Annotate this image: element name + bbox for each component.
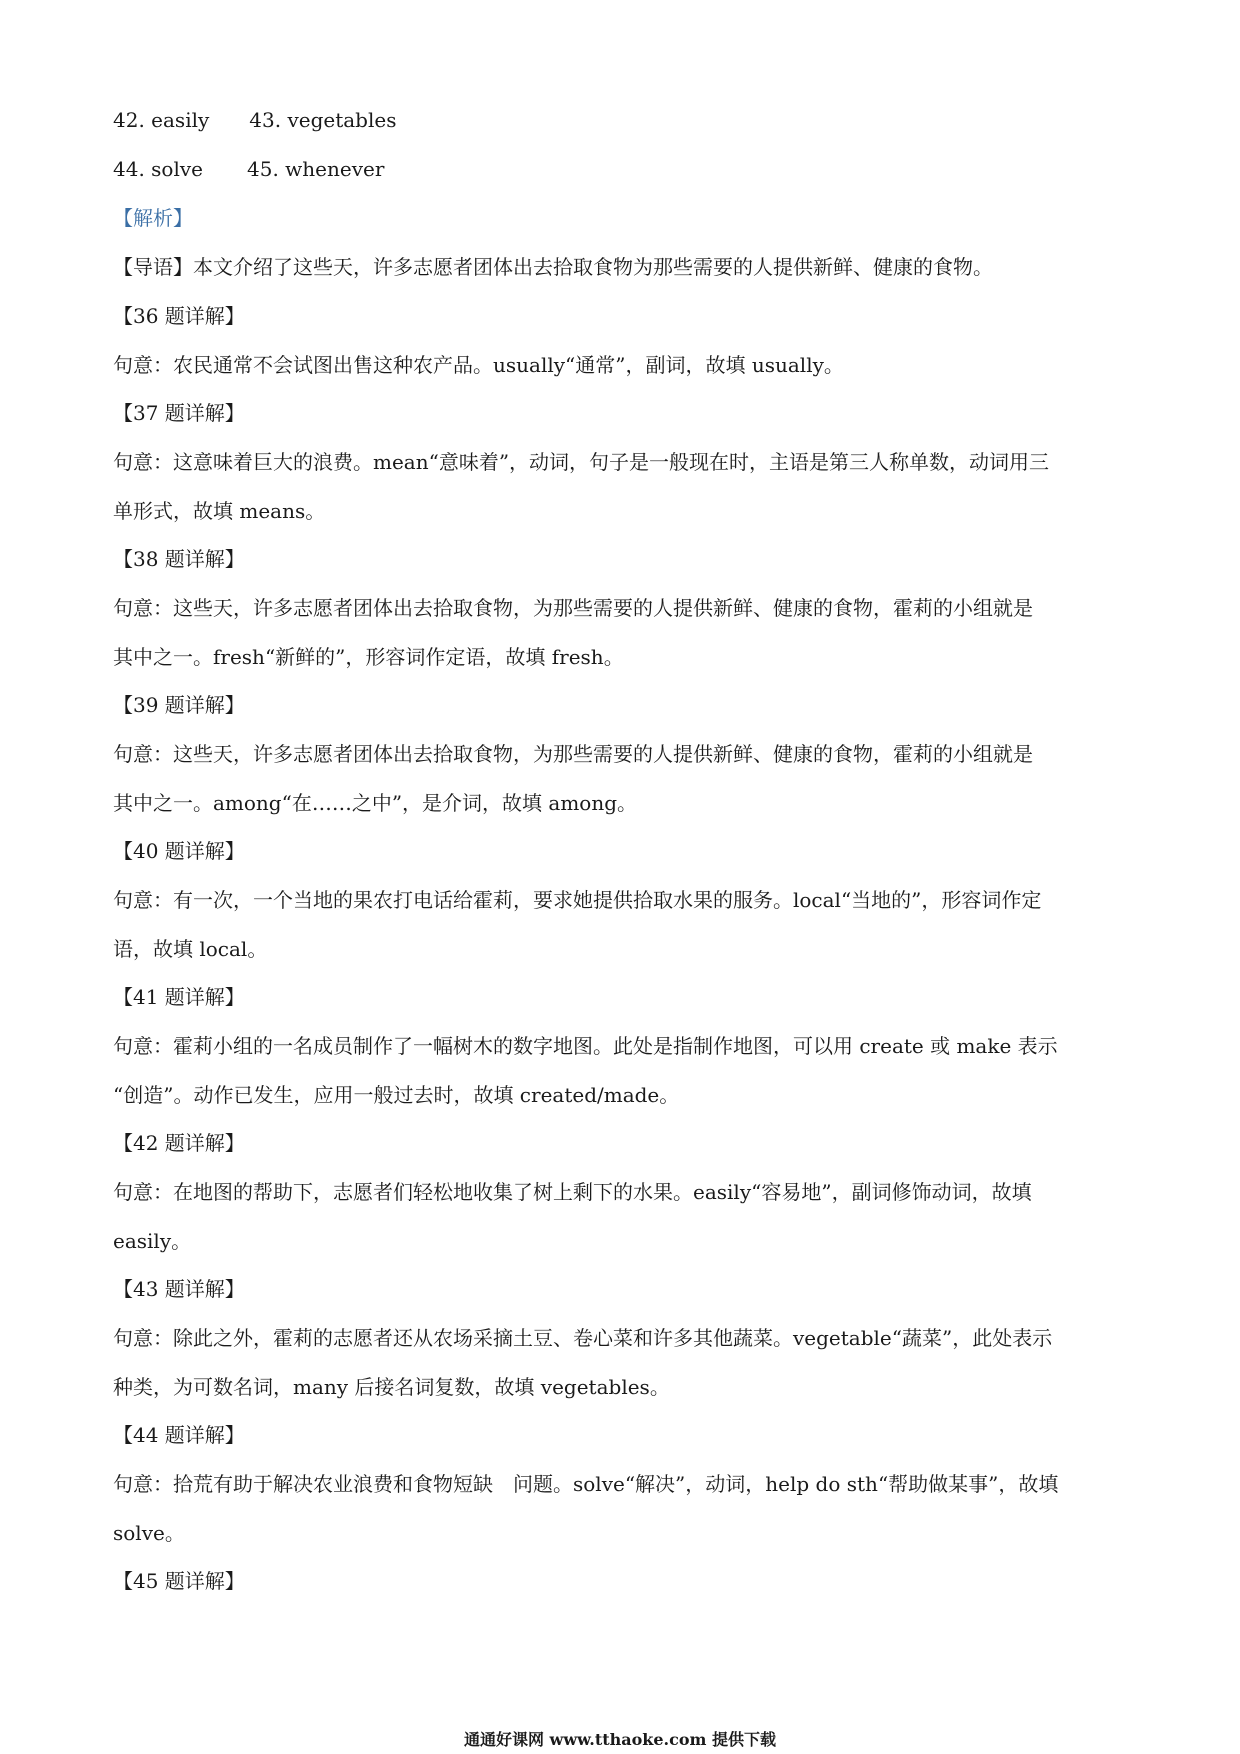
answer-42: 42. easily xyxy=(113,108,210,132)
answer-43: 43. vegetables xyxy=(249,108,397,132)
q38-line-1: 句意：这些天，许多志愿者团体出去拾取食物，为那些需要的人提供新鲜、健康的食物，霍莉的小组就是 xyxy=(113,596,1033,620)
q44-line-2: solve。 xyxy=(113,1521,185,1545)
q44-title: 【44 题详解】 xyxy=(113,1423,245,1447)
answer-44: 44. solve xyxy=(113,157,203,181)
answer-row-1 xyxy=(113,107,396,133)
q36-line-1: 句意：农民通常不会试图出售这种农产品。usually“通常”，副词，故填 usually。 xyxy=(113,353,844,377)
answer-row-2 xyxy=(113,156,384,182)
q39-line-1: 句意：这些天，许多志愿者团体出去拾取食物，为那些需要的人提供新鲜、健康的食物，霍莉的小组就是 xyxy=(113,742,1033,766)
q38-line-2: 其中之一。fresh“新鲜的”，形容词作定语，故填 fresh。 xyxy=(113,645,624,669)
q38-title: 【38 题详解】 xyxy=(113,547,245,571)
q39-title: 【39 题详解】 xyxy=(113,693,245,717)
q37-line-1: 句意：这意味着巨大的浪费。mean“意味着”，动词，句子是一般现在时，主语是第三人称单数，动词用三 xyxy=(113,450,1050,474)
q36-title: 【36 题详解】 xyxy=(113,304,245,328)
q41-line-2: “创造”。动作已发生，应用一般过去时，故填 created/made。 xyxy=(113,1083,680,1107)
q41-line-1: 句意：霍莉小组的一名成员制作了一幅树木的数字地图。此处是指制作地图，可以用 create 或 make 表示 xyxy=(113,1034,1058,1058)
page-footer: 通通好课网 www.tthaoke.com 提供下载 xyxy=(463,1730,777,1749)
analysis-label: 【解析】 xyxy=(113,206,193,230)
q42-title: 【42 题详解】 xyxy=(113,1131,245,1155)
q43-line-2: 种类，为可数名词，many 后接名词复数，故填 vegetables。 xyxy=(113,1375,670,1399)
q42-line-2: easily。 xyxy=(113,1229,192,1253)
q41-title: 【41 题详解】 xyxy=(113,985,245,1009)
intro-paragraph: 【导语】本文介绍了这些天，许多志愿者团体出去拾取食物为那些需要的人提供新鲜、健康的食物。 xyxy=(113,255,993,279)
q44-line-1: 句意：拾荒有助于解决农业浪费和食物短缺 问题。solve“解决”，动词，help do sth“帮助做某事”，故填 xyxy=(113,1472,1059,1496)
q37-line-2: 单形式，故填 means。 xyxy=(113,499,326,523)
q40-line-2: 语，故填 local。 xyxy=(113,937,268,961)
answer-45: 45. whenever xyxy=(247,157,385,181)
q45-title: 【45 题详解】 xyxy=(113,1569,245,1593)
q40-title: 【40 题详解】 xyxy=(113,839,245,863)
q42-line-1: 句意：在地图的帮助下，志愿者们轻松地收集了树上剩下的水果。easily“容易地”，副词修饰动词，故填 xyxy=(113,1180,1032,1204)
q43-title: 【43 题详解】 xyxy=(113,1277,245,1301)
q39-line-2: 其中之一。among“在……之中”，是介词，故填 among。 xyxy=(113,791,638,815)
q37-title: 【37 题详解】 xyxy=(113,401,245,425)
q40-line-1: 句意：有一次，一个当地的果农打电话给霍莉，要求她提供拾取水果的服务。local“当地的”，形容词作定 xyxy=(113,888,1042,912)
q43-line-1: 句意：除此之外，霍莉的志愿者还从农场采摘土豆、卷心菜和许多其他蔬菜。vegetable“蔬菜”，此处表示 xyxy=(113,1326,1053,1350)
